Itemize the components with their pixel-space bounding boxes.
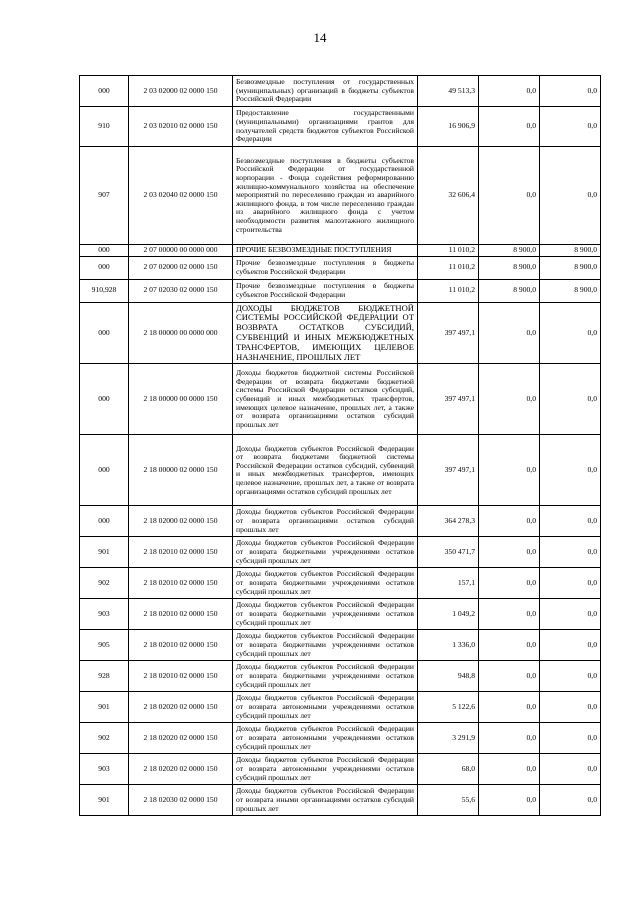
- kbk-code-cell: 2 18 02000 02 0000 150: [129, 506, 233, 537]
- amount-year1-cell: 11 010,2: [418, 256, 479, 279]
- kbk-code-cell: 2 03 02010 02 0000 150: [129, 107, 233, 147]
- amount-year2-cell: 0,0: [479, 302, 540, 364]
- admin-code-cell: 000: [80, 364, 129, 435]
- amount-year2-cell: 0,0: [479, 568, 540, 599]
- kbk-code-cell: 2 18 02010 02 0000 150: [129, 630, 233, 661]
- admin-code-cell: 901: [80, 785, 129, 816]
- amount-year3-cell: 0,0: [540, 147, 601, 245]
- amount-year3-cell: 0,0: [540, 435, 601, 506]
- table-row: [80, 754, 601, 785]
- table-row: [80, 279, 601, 302]
- kbk-code-cell: 2 03 02000 02 0000 150: [129, 76, 233, 107]
- table-row: [80, 302, 601, 364]
- admin-code-cell: 000: [80, 302, 129, 364]
- table-row: [80, 785, 601, 816]
- table-row: [80, 568, 601, 599]
- amount-year1-cell: 32 606,4: [418, 147, 479, 245]
- revenue-table: [79, 75, 601, 816]
- revenue-name-cell: Доходы бюджетов субъектов Российской Федерации от возврата автономными учреждениями остатков субсидий прошлых лет: [233, 692, 418, 723]
- table-row: [80, 692, 601, 723]
- kbk-code-cell: 2 18 02010 02 0000 150: [129, 568, 233, 599]
- kbk-code-cell: 2 18 02020 02 0000 150: [129, 723, 233, 754]
- amount-year1-cell: 157,1: [418, 568, 479, 599]
- amount-year1-cell: 397 497,1: [418, 364, 479, 435]
- revenue-name-cell: ПРОЧИЕ БЕЗВОЗМЕЗДНЫЕ ПОСТУПЛЕНИЯ: [233, 245, 418, 257]
- revenue-name-cell: Доходы бюджетов субъектов Российской Федерации от возврата бюджетными учреждениями остатков субсидий прошлых лет: [233, 661, 418, 692]
- amount-year1-cell: 1 336,0: [418, 630, 479, 661]
- amount-year2-cell: 0,0: [479, 435, 540, 506]
- amount-year3-cell: 0,0: [540, 723, 601, 754]
- kbk-code-cell: 2 18 02010 02 0000 150: [129, 599, 233, 630]
- kbk-code-cell: 2 07 02030 02 0000 150: [129, 279, 233, 302]
- amount-year1-cell: 1 049,2: [418, 599, 479, 630]
- table-row: [80, 256, 601, 279]
- revenue-name-cell: Предоставление государственными (муниципальными) организациями грантов для получателей средств бюджетов субъектов Российской Федерации: [233, 107, 418, 147]
- table-row: [80, 76, 601, 107]
- amount-year1-cell: 397 497,1: [418, 435, 479, 506]
- amount-year3-cell: 8 900,0: [540, 279, 601, 302]
- amount-year2-cell: 0,0: [479, 107, 540, 147]
- revenue-name-cell: ДОХОДЫ БЮДЖЕТОВ БЮДЖЕТНОЙ СИСТЕМЫ РОССИЙСКОЙ ФЕДЕРАЦИИ ОТ ВОЗВРАТА ОСТАТКОВ СУБСИДИЙ, СУБВЕНЦИЙ И ИНЫХ МЕЖБЮДЖЕТНЫХ ТРАНСФЕРТОВ, ИМЕЮЩИХ ЦЕЛЕВОЕ НАЗНАЧЕНИЕ, ПРОШЛЫХ ЛЕТ: [233, 302, 418, 364]
- table-row: [80, 435, 601, 506]
- table-row: [80, 630, 601, 661]
- amount-year3-cell: 0,0: [540, 661, 601, 692]
- amount-year3-cell: 0,0: [540, 692, 601, 723]
- kbk-code-cell: 2 18 00000 00 0000 000: [129, 302, 233, 364]
- amount-year1-cell: 49 513,3: [418, 76, 479, 107]
- revenue-name-cell: Доходы бюджетов субъектов Российской Федерации от возврата бюджетными учреждениями остатков субсидий прошлых лет: [233, 537, 418, 568]
- amount-year2-cell: 0,0: [479, 692, 540, 723]
- kbk-code-cell: 2 18 02030 02 0000 150: [129, 785, 233, 816]
- admin-code-cell: 000: [80, 506, 129, 537]
- amount-year2-cell: 0,0: [479, 506, 540, 537]
- amount-year2-cell: 0,0: [479, 147, 540, 245]
- page-number: 14: [313, 30, 327, 45]
- amount-year3-cell: 0,0: [540, 537, 601, 568]
- table-row: [80, 506, 601, 537]
- admin-code-cell: 000: [80, 435, 129, 506]
- amount-year1-cell: 5 122,6: [418, 692, 479, 723]
- amount-year2-cell: 8 900,0: [479, 245, 540, 257]
- amount-year2-cell: 0,0: [479, 785, 540, 816]
- admin-code-cell: 000: [80, 76, 129, 107]
- amount-year2-cell: 0,0: [479, 76, 540, 107]
- amount-year1-cell: 3 291,9: [418, 723, 479, 754]
- admin-code-cell: 902: [80, 723, 129, 754]
- amount-year3-cell: 0,0: [540, 107, 601, 147]
- revenue-name-cell: Доходы бюджетов субъектов Российской Федерации от возврата бюджетными учреждениями остатков субсидий прошлых лет: [233, 568, 418, 599]
- amount-year1-cell: 68,0: [418, 754, 479, 785]
- amount-year1-cell: 11 010,2: [418, 279, 479, 302]
- amount-year2-cell: 0,0: [479, 754, 540, 785]
- kbk-code-cell: 2 07 00000 00 0000 000: [129, 245, 233, 257]
- kbk-code-cell: 2 18 02020 02 0000 150: [129, 754, 233, 785]
- table-row: [80, 537, 601, 568]
- amount-year1-cell: 11 010,2: [418, 245, 479, 257]
- revenue-name-cell: Доходы бюджетов субъектов Российской Федерации от возврата автономными учреждениями остатков субсидий прошлых лет: [233, 723, 418, 754]
- amount-year3-cell: 0,0: [540, 506, 601, 537]
- admin-code-cell: 910,928: [80, 279, 129, 302]
- amount-year2-cell: 0,0: [479, 537, 540, 568]
- revenue-name-cell: Доходы бюджетов субъектов Российской Федерации от возврата бюджетными учреждениями остатков субсидий прошлых лет: [233, 599, 418, 630]
- admin-code-cell: 901: [80, 537, 129, 568]
- kbk-code-cell: 2 07 02000 02 0000 150: [129, 256, 233, 279]
- revenue-name-cell: Доходы бюджетов бюджетной системы Российской Федерации от возврата бюджетами бюджетной системы Российской Федерации остатков субсидий, субвенций и иных межбюджетных трансфертов, имеющих целевое назначение, прошлых лет, а также от возврата организациями остатков субсидий прошлых лет: [233, 364, 418, 435]
- amount-year2-cell: 8 900,0: [479, 279, 540, 302]
- revenue-name-cell: Доходы бюджетов субъектов Российской Федерации от возврата иными организациями остатков субсидий прошлых лет: [233, 785, 418, 816]
- revenue-name-cell: Доходы бюджетов субъектов Российской Федерации от возврата бюджетными учреждениями остатков субсидий прошлых лет: [233, 630, 418, 661]
- table-row: [80, 245, 601, 257]
- amount-year2-cell: 0,0: [479, 599, 540, 630]
- amount-year3-cell: 0,0: [540, 364, 601, 435]
- revenue-name-cell: Доходы бюджетов субъектов Российской Федерации от возврата автономными учреждениями остатков субсидий прошлых лет: [233, 754, 418, 785]
- amount-year1-cell: 948,8: [418, 661, 479, 692]
- kbk-code-cell: 2 18 02010 02 0000 150: [129, 537, 233, 568]
- table-row: [80, 599, 601, 630]
- amount-year2-cell: 0,0: [479, 661, 540, 692]
- revenue-name-cell: Прочие безвозмездные поступления в бюджеты субъектов Российской Федерации: [233, 256, 418, 279]
- amount-year1-cell: 350 471,7: [418, 537, 479, 568]
- admin-code-cell: 901: [80, 692, 129, 723]
- admin-code-cell: 905: [80, 630, 129, 661]
- kbk-code-cell: 2 18 00000 00 0000 150: [129, 364, 233, 435]
- admin-code-cell: 903: [80, 754, 129, 785]
- admin-code-cell: 902: [80, 568, 129, 599]
- revenue-name-cell: Доходы бюджетов субъектов Российской Федерации от возврата организациями остатков субсидий прошлых лет: [233, 506, 418, 537]
- amount-year3-cell: 0,0: [540, 599, 601, 630]
- amount-year3-cell: 0,0: [540, 630, 601, 661]
- amount-year3-cell: 8 900,0: [540, 245, 601, 257]
- amount-year3-cell: 0,0: [540, 76, 601, 107]
- kbk-code-cell: 2 18 02020 02 0000 150: [129, 692, 233, 723]
- revenue-name-cell: Прочие безвозмездные поступления в бюджеты субъектов Российской Федерации: [233, 279, 418, 302]
- amount-year3-cell: 0,0: [540, 754, 601, 785]
- amount-year2-cell: 0,0: [479, 723, 540, 754]
- kbk-code-cell: 2 18 02010 02 0000 150: [129, 661, 233, 692]
- table-row: [80, 661, 601, 692]
- amount-year1-cell: 397 497,1: [418, 302, 479, 364]
- admin-code-cell: 928: [80, 661, 129, 692]
- admin-code-cell: 907: [80, 147, 129, 245]
- amount-year3-cell: 0,0: [540, 568, 601, 599]
- kbk-code-cell: 2 03 02040 02 0000 150: [129, 147, 233, 245]
- revenue-name-cell: Доходы бюджетов субъектов Российской Федерации от возврата бюджетами бюджетной системы Российской Федерации остатков субсидий, субвенций и иных межбюджетных трансфертов, имеющих целевое назначение, прошлых лет, а также от возврата организациями остатков субсидий прошлых лет: [233, 435, 418, 506]
- amount-year1-cell: 16 906,9: [418, 107, 479, 147]
- revenue-name-cell: Безвозмездные поступления в бюджеты субъектов Российской Федерации от государственной корпорации - Фонда содействия реформированию жилищно-коммунального хозяйства на обеспечение мероприятий по переселению граждан из аварийного жилищного фонда, в том числе переселению граждан из аварийного жилищного фонда с учетом необходимости развития малоэтажного жилищного строительства: [233, 147, 418, 245]
- amount-year2-cell: 0,0: [479, 364, 540, 435]
- admin-code-cell: 000: [80, 256, 129, 279]
- kbk-code-cell: 2 18 00000 02 0000 150: [129, 435, 233, 506]
- table-row: [80, 723, 601, 754]
- admin-code-cell: 910: [80, 107, 129, 147]
- admin-code-cell: 000: [80, 245, 129, 257]
- revenue-table-body: [80, 76, 601, 816]
- amount-year3-cell: 8 900,0: [540, 256, 601, 279]
- amount-year3-cell: 0,0: [540, 785, 601, 816]
- amount-year3-cell: 0,0: [540, 302, 601, 364]
- table-row: [80, 364, 601, 435]
- amount-year1-cell: 55,6: [418, 785, 479, 816]
- amount-year2-cell: 0,0: [479, 630, 540, 661]
- table-row: [80, 107, 601, 147]
- revenue-name-cell: Безвозмездные поступления от государственных (муниципальных) организаций в бюджеты субъектов Российской Федерации: [233, 76, 418, 107]
- table-row: [80, 147, 601, 245]
- amount-year2-cell: 8 900,0: [479, 256, 540, 279]
- admin-code-cell: 903: [80, 599, 129, 630]
- amount-year1-cell: 364 278,3: [418, 506, 479, 537]
